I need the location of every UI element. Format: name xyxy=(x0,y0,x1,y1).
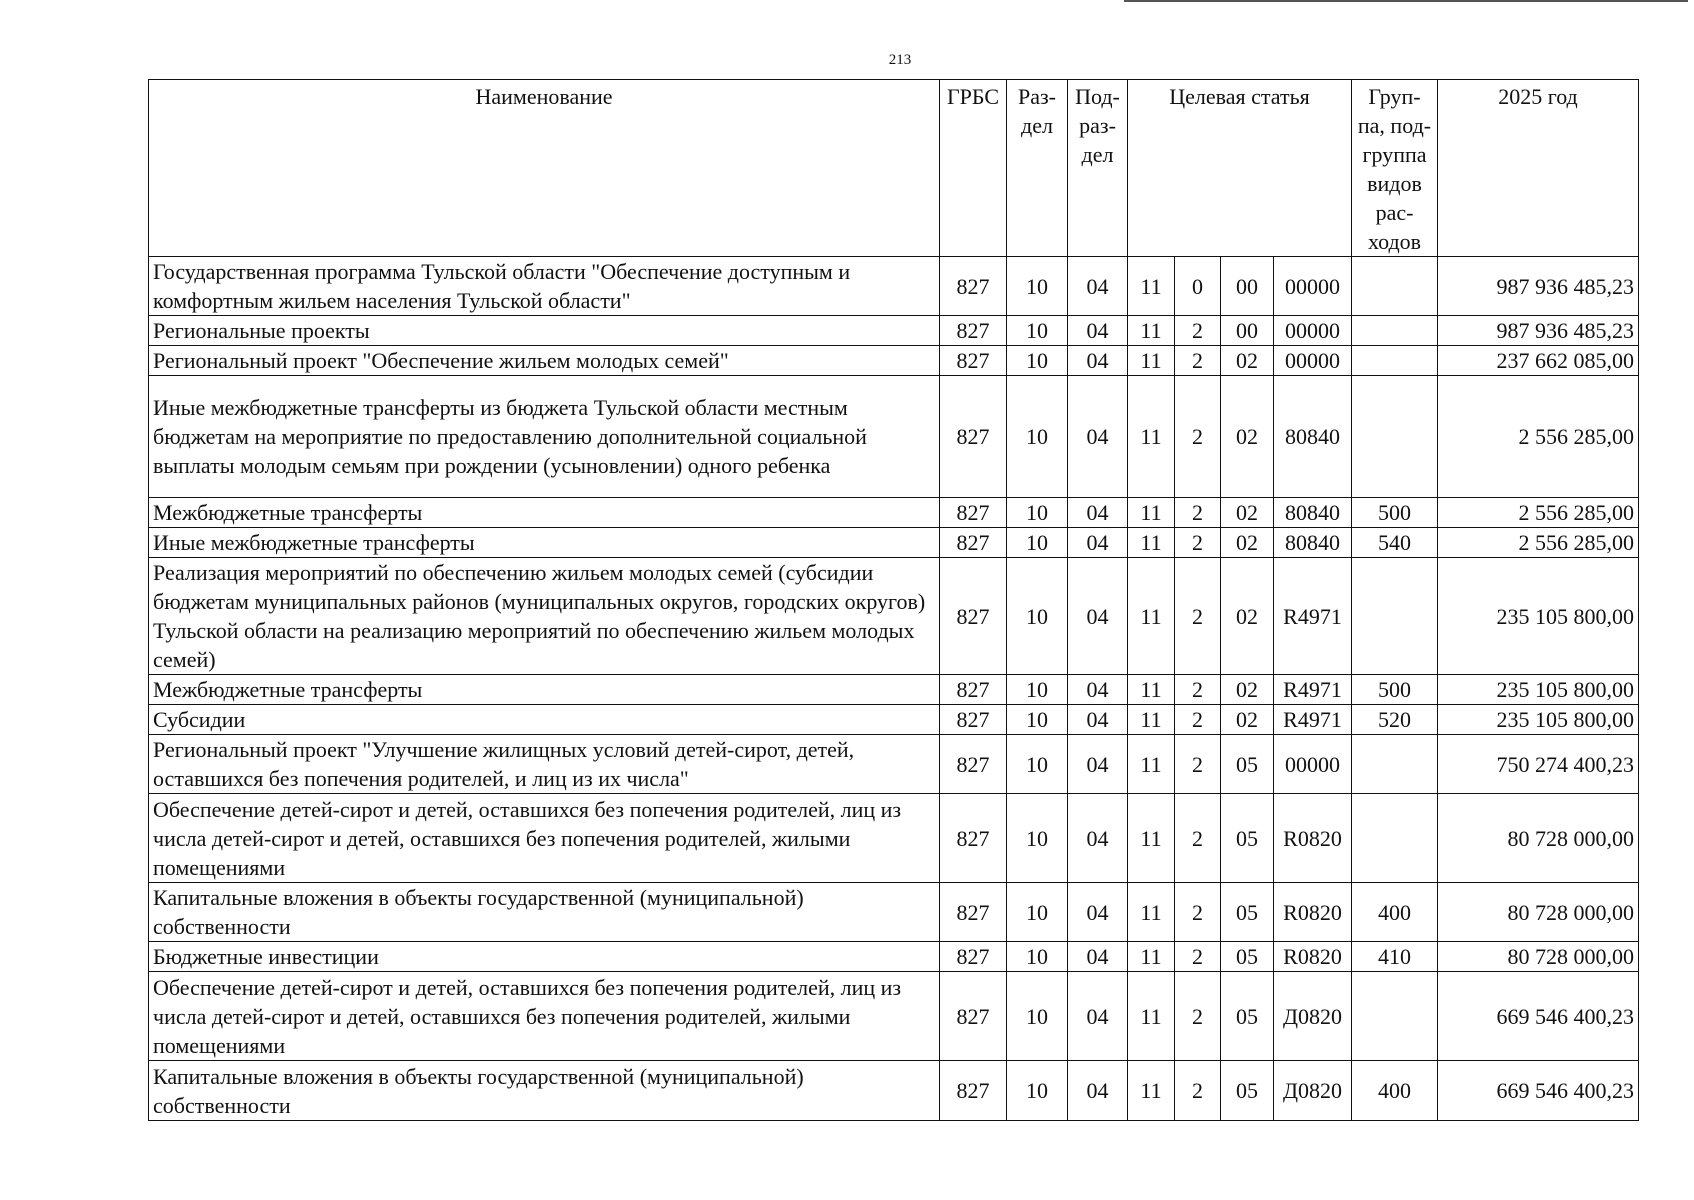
table-row xyxy=(149,257,1639,316)
podrazdel-code: 04 xyxy=(1068,316,1128,346)
table-row xyxy=(149,942,1639,972)
podrazdel-code: 04 xyxy=(1068,376,1128,498)
amount-2025: 235 105 800,00 xyxy=(1438,705,1639,735)
grbs-code: 827 xyxy=(940,257,1007,316)
target-program-code: 11 xyxy=(1128,675,1175,705)
target-subprogram-code: 2 xyxy=(1175,942,1221,972)
podrazdel-code: 04 xyxy=(1068,528,1128,558)
header-expense-type: Груп- па, под- группа видов рас- ходов xyxy=(1352,80,1438,257)
target-program-code: 11 xyxy=(1128,705,1175,735)
target-direction-code: 00000 xyxy=(1274,346,1352,376)
target-event-code: 05 xyxy=(1221,942,1274,972)
target-program-code: 11 xyxy=(1128,1061,1175,1121)
target-event-code: 02 xyxy=(1221,528,1274,558)
amount-2025: 80 728 000,00 xyxy=(1438,794,1639,883)
razdel-code: 10 xyxy=(1007,883,1068,942)
target-direction-code: R4971 xyxy=(1274,705,1352,735)
podrazdel-code: 04 xyxy=(1068,972,1128,1061)
table-row xyxy=(149,883,1639,942)
grbs-code: 827 xyxy=(940,316,1007,346)
target-event-code: 05 xyxy=(1221,1061,1274,1121)
amount-2025: 80 728 000,00 xyxy=(1438,883,1639,942)
grbs-code: 827 xyxy=(940,735,1007,794)
target-program-code: 11 xyxy=(1128,883,1175,942)
expense-type-code xyxy=(1352,316,1438,346)
expense-type-code: 410 xyxy=(1352,942,1438,972)
table-row xyxy=(149,376,1639,498)
table-row xyxy=(149,705,1639,735)
target-event-code: 05 xyxy=(1221,883,1274,942)
target-program-code: 11 xyxy=(1128,942,1175,972)
target-program-code: 11 xyxy=(1128,528,1175,558)
amount-2025: 669 546 400,23 xyxy=(1438,1061,1639,1121)
razdel-code: 10 xyxy=(1007,942,1068,972)
podrazdel-code: 04 xyxy=(1068,257,1128,316)
expense-type-code xyxy=(1352,558,1438,675)
grbs-code: 827 xyxy=(940,498,1007,528)
target-subprogram-code: 2 xyxy=(1175,316,1221,346)
target-event-code: 02 xyxy=(1221,705,1274,735)
row-name: Бюджетные инвестиции xyxy=(149,942,940,972)
table-row xyxy=(149,794,1639,883)
target-direction-code: 80840 xyxy=(1274,376,1352,498)
razdel-code: 10 xyxy=(1007,498,1068,528)
target-program-code: 11 xyxy=(1128,558,1175,675)
top-rule xyxy=(1124,0,1688,2)
expense-type-code: 520 xyxy=(1352,705,1438,735)
razdel-code: 10 xyxy=(1007,705,1068,735)
expense-type-code: 400 xyxy=(1352,1061,1438,1121)
target-program-code: 11 xyxy=(1128,972,1175,1061)
header-razdel: Раз- дел xyxy=(1007,80,1068,257)
header-podrazdel: Под- раз- дел xyxy=(1068,80,1128,257)
target-direction-code: R0820 xyxy=(1274,883,1352,942)
target-program-code: 11 xyxy=(1128,735,1175,794)
target-direction-code: 80840 xyxy=(1274,498,1352,528)
target-event-code: 05 xyxy=(1221,972,1274,1061)
expense-type-code xyxy=(1352,972,1438,1061)
grbs-code: 827 xyxy=(940,528,1007,558)
table-header-row xyxy=(149,80,1639,257)
row-name: Государственная программа Тульской области "Обеспечение доступным и комфортным жильем населения Тульской области" xyxy=(149,257,940,316)
amount-2025: 2 556 285,00 xyxy=(1438,376,1639,498)
razdel-code: 10 xyxy=(1007,972,1068,1061)
amount-2025: 235 105 800,00 xyxy=(1438,675,1639,705)
row-name: Иные межбюджетные трансферты xyxy=(149,528,940,558)
row-name: Капитальные вложения в объекты государственной (муниципальной) собственности xyxy=(149,1061,940,1121)
podrazdel-code: 04 xyxy=(1068,735,1128,794)
expense-type-code xyxy=(1352,794,1438,883)
expense-type-code: 540 xyxy=(1352,528,1438,558)
table-row xyxy=(149,346,1639,376)
page-number: 213 xyxy=(888,52,912,68)
expense-type-code xyxy=(1352,346,1438,376)
expense-type-code xyxy=(1352,257,1438,316)
target-subprogram-code: 2 xyxy=(1175,498,1221,528)
podrazdel-code: 04 xyxy=(1068,558,1128,675)
amount-2025: 237 662 085,00 xyxy=(1438,346,1639,376)
target-subprogram-code: 2 xyxy=(1175,346,1221,376)
target-program-code: 11 xyxy=(1128,376,1175,498)
razdel-code: 10 xyxy=(1007,794,1068,883)
target-event-code: 02 xyxy=(1221,376,1274,498)
target-subprogram-code: 2 xyxy=(1175,705,1221,735)
target-direction-code: 00000 xyxy=(1274,735,1352,794)
podrazdel-code: 04 xyxy=(1068,675,1128,705)
target-direction-code: 00000 xyxy=(1274,316,1352,346)
target-event-code: 02 xyxy=(1221,558,1274,675)
amount-2025: 987 936 485,23 xyxy=(1438,316,1639,346)
target-program-code: 11 xyxy=(1128,498,1175,528)
expense-type-code: 400 xyxy=(1352,883,1438,942)
razdel-code: 10 xyxy=(1007,675,1068,705)
target-subprogram-code: 2 xyxy=(1175,558,1221,675)
table-row xyxy=(149,558,1639,675)
table-row xyxy=(149,316,1639,346)
amount-2025: 80 728 000,00 xyxy=(1438,942,1639,972)
razdel-code: 10 xyxy=(1007,257,1068,316)
target-direction-code: R0820 xyxy=(1274,794,1352,883)
target-event-code: 02 xyxy=(1221,346,1274,376)
podrazdel-code: 04 xyxy=(1068,346,1128,376)
grbs-code: 827 xyxy=(940,942,1007,972)
target-subprogram-code: 2 xyxy=(1175,883,1221,942)
target-subprogram-code: 2 xyxy=(1175,972,1221,1061)
header-year-2025: 2025 год xyxy=(1438,80,1639,257)
expense-type-code xyxy=(1352,376,1438,498)
target-subprogram-code: 0 xyxy=(1175,257,1221,316)
target-event-code: 00 xyxy=(1221,257,1274,316)
budget-table xyxy=(148,79,1639,1121)
target-program-code: 11 xyxy=(1128,794,1175,883)
target-direction-code: R4971 xyxy=(1274,558,1352,675)
podrazdel-code: 04 xyxy=(1068,1061,1128,1121)
target-program-code: 11 xyxy=(1128,346,1175,376)
grbs-code: 827 xyxy=(940,1061,1007,1121)
row-name: Региональный проект "Обеспечение жильем молодых семей" xyxy=(149,346,940,376)
amount-2025: 750 274 400,23 xyxy=(1438,735,1639,794)
expense-type-code xyxy=(1352,735,1438,794)
grbs-code: 827 xyxy=(940,675,1007,705)
amount-2025: 2 556 285,00 xyxy=(1438,528,1639,558)
table-row xyxy=(149,498,1639,528)
podrazdel-code: 04 xyxy=(1068,794,1128,883)
podrazdel-code: 04 xyxy=(1068,942,1128,972)
grbs-code: 827 xyxy=(940,376,1007,498)
row-name: Обеспечение детей-сирот и детей, оставшихся без попечения родителей, лиц из числа детей-сирот и детей, оставшихся без попечения родителей, жилыми помещениями xyxy=(149,972,940,1061)
razdel-code: 10 xyxy=(1007,1061,1068,1121)
razdel-code: 10 xyxy=(1007,376,1068,498)
target-program-code: 11 xyxy=(1128,257,1175,316)
target-subprogram-code: 2 xyxy=(1175,735,1221,794)
grbs-code: 827 xyxy=(940,794,1007,883)
row-name: Региональные проекты xyxy=(149,316,940,346)
grbs-code: 827 xyxy=(940,346,1007,376)
grbs-code: 827 xyxy=(940,558,1007,675)
row-name: Региональный проект "Улучшение жилищных условий детей-сирот, детей, оставшихся без попечения родителей, и лиц из их числа" xyxy=(149,735,940,794)
target-event-code: 02 xyxy=(1221,675,1274,705)
amount-2025: 235 105 800,00 xyxy=(1438,558,1639,675)
target-subprogram-code: 2 xyxy=(1175,794,1221,883)
target-event-code: 00 xyxy=(1221,316,1274,346)
table-row xyxy=(149,735,1639,794)
razdel-code: 10 xyxy=(1007,528,1068,558)
header-target-article: Целевая статья xyxy=(1128,80,1352,257)
target-subprogram-code: 2 xyxy=(1175,528,1221,558)
row-name: Иные межбюджетные трансферты из бюджета Тульской области местным бюджетам на мероприятие по предоставлению дополнительной социальной выплаты молодым семьям при рождении (усыновлении) одного ребенка xyxy=(149,376,940,498)
target-subprogram-code: 2 xyxy=(1175,1061,1221,1121)
row-name: Межбюджетные трансферты xyxy=(149,498,940,528)
razdel-code: 10 xyxy=(1007,735,1068,794)
row-name: Капитальные вложения в объекты государственной (муниципальной) собственности xyxy=(149,883,940,942)
table-row xyxy=(149,528,1639,558)
razdel-code: 10 xyxy=(1007,346,1068,376)
razdel-code: 10 xyxy=(1007,316,1068,346)
target-subprogram-code: 2 xyxy=(1175,376,1221,498)
target-direction-code: R4971 xyxy=(1274,675,1352,705)
grbs-code: 827 xyxy=(940,972,1007,1061)
podrazdel-code: 04 xyxy=(1068,883,1128,942)
target-direction-code: Д0820 xyxy=(1274,972,1352,1061)
expense-type-code: 500 xyxy=(1352,675,1438,705)
grbs-code: 827 xyxy=(940,705,1007,735)
grbs-code: 827 xyxy=(940,883,1007,942)
row-name: Межбюджетные трансферты xyxy=(149,675,940,705)
target-subprogram-code: 2 xyxy=(1175,675,1221,705)
table-row xyxy=(149,972,1639,1061)
target-event-code: 05 xyxy=(1221,735,1274,794)
header-grbs: ГРБС xyxy=(940,80,1007,257)
target-direction-code: R0820 xyxy=(1274,942,1352,972)
row-name: Обеспечение детей-сирот и детей, оставшихся без попечения родителей, лиц из числа детей-сирот и детей, оставшихся без попечения родителей, жилыми помещениями xyxy=(149,794,940,883)
podrazdel-code: 04 xyxy=(1068,705,1128,735)
target-program-code: 11 xyxy=(1128,316,1175,346)
amount-2025: 2 556 285,00 xyxy=(1438,498,1639,528)
table-row xyxy=(149,675,1639,705)
target-event-code: 02 xyxy=(1221,498,1274,528)
table-body xyxy=(149,257,1639,1121)
podrazdel-code: 04 xyxy=(1068,498,1128,528)
target-event-code: 05 xyxy=(1221,794,1274,883)
amount-2025: 987 936 485,23 xyxy=(1438,257,1639,316)
table-row xyxy=(149,1061,1639,1121)
target-direction-code: 00000 xyxy=(1274,257,1352,316)
row-name: Реализация мероприятий по обеспечению жильем молодых семей (субсидии бюджетам муниципальных районов (муниципальных округов, городских округов) Тульской области на реализацию мероприятий по обеспечению жильем молодых семей) xyxy=(149,558,940,675)
expense-type-code: 500 xyxy=(1352,498,1438,528)
amount-2025: 669 546 400,23 xyxy=(1438,972,1639,1061)
row-name: Субсидии xyxy=(149,705,940,735)
target-direction-code: Д0820 xyxy=(1274,1061,1352,1121)
target-direction-code: 80840 xyxy=(1274,528,1352,558)
razdel-code: 10 xyxy=(1007,558,1068,675)
header-name: Наименование xyxy=(149,80,940,257)
